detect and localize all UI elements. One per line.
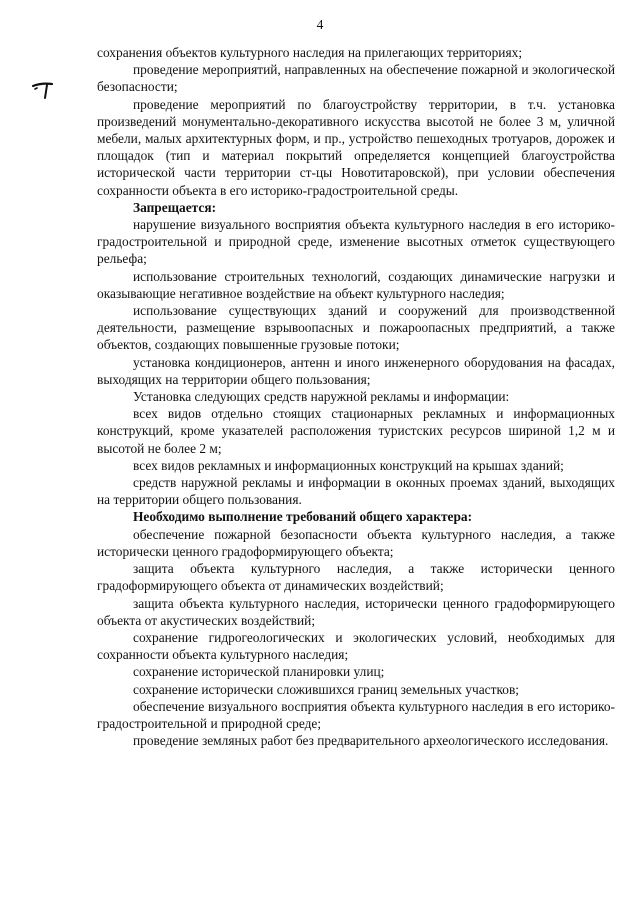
paragraph: проведение мероприятий, направленных на обеспечение пожарной и экологической безопасности; <box>97 62 615 95</box>
paragraph: защита объекта культурного наследия, а также исторически ценного градоформирующего объекта от динамических воздействий; <box>97 561 615 594</box>
paragraph: нарушение визуального восприятия объекта культурного наследия в его историко-градостроительной и природной среде, изменение высотных отметок существующего рельефа; <box>97 217 615 267</box>
paragraph: сохранение исторической планировки улиц; <box>133 664 385 680</box>
paragraph: проведение мероприятий по благоустройству территории, в т.ч. установка произведений монументально-декоративного искусства высотой не более 3 м, уличной мебели, малых архитектурных форм, и пр., устройство пешеходных тротуаров, дорожек и площадок (тип и материал покрытий определяется концепцией благоустройства исторической части территории ст-цы Новотитаровской), при условии обеспечения сохранности объекта в его историко-градостроительной среды. <box>97 96 615 198</box>
document-body <box>97 44 615 749</box>
page-number: 4 <box>316 17 324 32</box>
paragraph: сохранение гидрогеологических и экологических условий, необходимых для сохранности объекта культурного наследия; <box>97 629 615 663</box>
paragraph: защита объекта культурного наследия, исторически ценного градоформирующего объекта от акустических воздействий; <box>97 595 615 628</box>
section-heading: Необходимо выполнение требований общего характера: <box>133 509 473 525</box>
paragraph: всех видов рекламных и информационных конструкций на крышах зданий; <box>133 457 564 473</box>
paragraph: средств наружной рекламы и информации в оконных проемах зданий, выходящих на территории общего пользования. <box>97 475 615 508</box>
paragraph: проведение земляных работ без предварительного археологического исследования. <box>133 733 609 749</box>
section-heading: Запрещается: <box>133 199 217 215</box>
paragraph: сохранение исторически сложившихся границ земельных участков; <box>133 681 520 697</box>
paragraph: сохранения объектов культурного наследия на прилегающих территориях; <box>97 45 523 60</box>
paragraph: обеспечение пожарной безопасности объекта культурного наследия, а также исторически ценного градоформирующего объекта; <box>97 526 615 559</box>
paragraph: использование существующих зданий и сооружений для производственной деятельности, размещение взрывоопасных и пожароопасных предприятий, а также объектов, создающих повышенные грузовые потоки; <box>97 303 615 353</box>
paragraph: обеспечение визуального восприятия объекта культурного наследия в его историко-градостроительной и природной среде; <box>97 698 615 731</box>
paragraph: Установка следующих средств наружной рекламы и информации: <box>133 389 510 405</box>
paragraph: использование строительных технологий, создающих динамические нагрузки и оказывающие негативное воздействие на объект культурного наследия; <box>97 268 615 301</box>
paragraph: установка кондиционеров, антенн и иного инженерного оборудования на фасадах, выходящих на территории общего пользования; <box>97 354 615 387</box>
paragraph: всех видов отдельно стоящих стационарных рекламных и информационных конструкций, кроме указателей расположения туристских ресурсов шириной 1,2 м и высотой не более 2 м; <box>97 406 615 456</box>
handwritten-margin-mark <box>30 80 56 100</box>
